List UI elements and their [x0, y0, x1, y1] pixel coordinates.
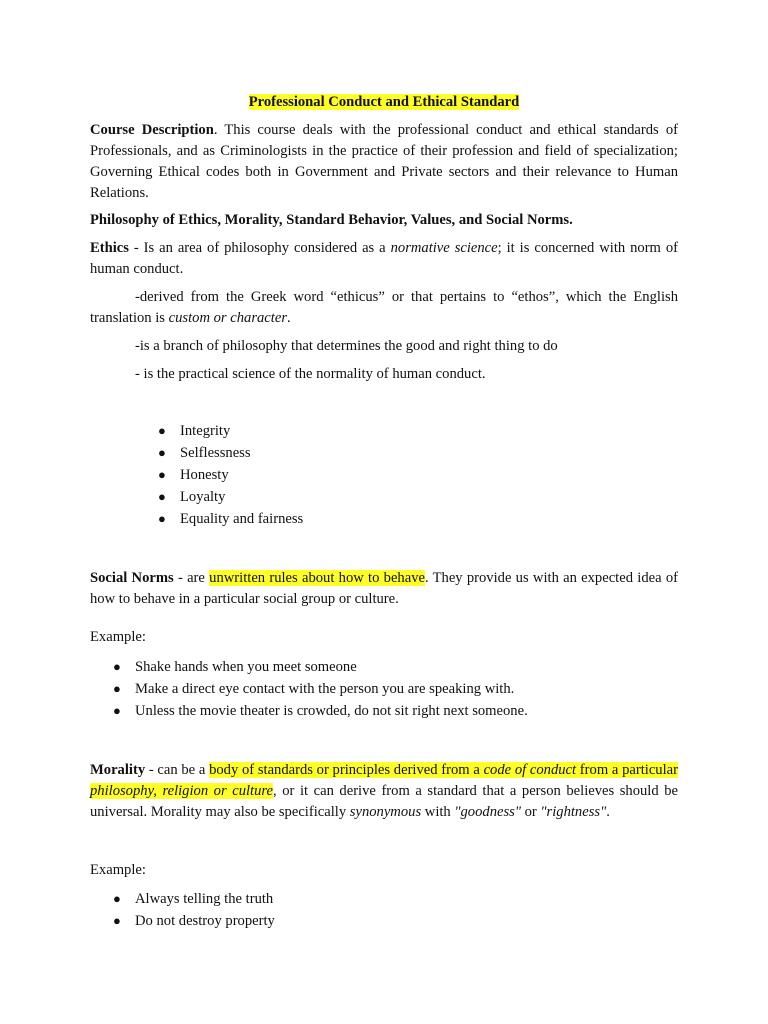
ethics-derived: -derived from the Greek word “ethicus” or that pertains to “ethos”, which the English translation is custom or character.: [90, 289, 678, 326]
course-description-text: . This course deals with the professional conduct and ethical standards of Professionals, and as Criminologists in the practice of their profession and field of specialization; Governing Ethical codes both in Government and Private sectors and their relevance to Human Relations.: [90, 122, 679, 201]
document-page: Professional Conduct and Ethical Standard Course Description. This course deals with the professional conduct and ethical standards of Professionals, and as Criminologists in the practice of their profession and field of specialization; Governing Ethical codes both in Government and Private sectors and their relevance to Human Relations. Philosophy of Ethics, Morality, Standard Behavior, Values, and Social Norms. Ethics - Is an area of philosophy considered as a normative science; it is concerned with norm of human conduct. -derived from the Greek word “ethicus” or that pertains to “ethos”, which the English translation is custom or character. -is a branch of philosophy that determines the good and right thing to do - is the practical science of the normality of human conduct. ● Integrity ● Selflessness ● Honesty ● Loyalty ● Equality and fairness Social Norms - are unwritten rules about how to behave. They provide us with an expected idea of how to behave in a particular social group or culture. Example: ● Shake hands when you meet someone ● Make a direct eye contact with the person you are speaking with. ● Unless the movie theater is crowded, do not sit right next someone. Morality - can be a body of standards or principles derived from a code of conduct from a particular philosophy, religion or culture, or it can derive from a standard that a person believes should be universal. Morality may also be specifically synonymous with "goodness" or "rightness". Example: ● Always telling the truth ● Do not destroy property: [0, 0, 768, 1024]
course-description: [90, 120, 678, 204]
philosophy-heading: Philosophy of Ethics, Morality, Standard Behavior, Values, and Social Norms.: [90, 212, 573, 228]
document-title: Professional Conduct and Ethical Standard: [248, 94, 520, 110]
morality-example-label: Example:: [90, 862, 146, 878]
ethics-custom-character: custom or character: [168, 310, 287, 326]
ethics-normative-science: normative science: [390, 240, 498, 256]
ethics-branch: -is a branch of philosophy that determines the good and right thing to do: [135, 338, 558, 354]
morality-label: Morality: [90, 762, 146, 778]
social-norms-label: Social Norms: [90, 570, 174, 586]
social-norms-definition: Social Norms - are unwritten rules about how to behave. They provide us with an expected idea of how to behave in a particular social group or culture.: [90, 570, 678, 607]
highlighted-text: body of standards or principles derived from a code of conduct from a particular philosophy, religion or culture: [90, 762, 678, 799]
social-norms-example-label: Example:: [90, 629, 146, 645]
highlighted-text: unwritten rules about how to behave: [209, 570, 425, 586]
morality-definition: Morality - can be a body of standards or principles derived from a code of conduct from a particular philosophy, religion or culture, or it can derive from a standard that a person believes should be universal. Morality may also be specifically synonymous with "goodness" or "rightness".: [90, 762, 678, 820]
ethics-label: Ethics: [90, 240, 129, 256]
course-description-label: Course Description: [90, 122, 214, 138]
ethics-practical: - is the practical science of the normality of human conduct.: [135, 366, 486, 382]
ethics-definition: Ethics - Is an area of philosophy considered as a normative science; it is concerned with norm of human conduct.: [90, 240, 678, 277]
